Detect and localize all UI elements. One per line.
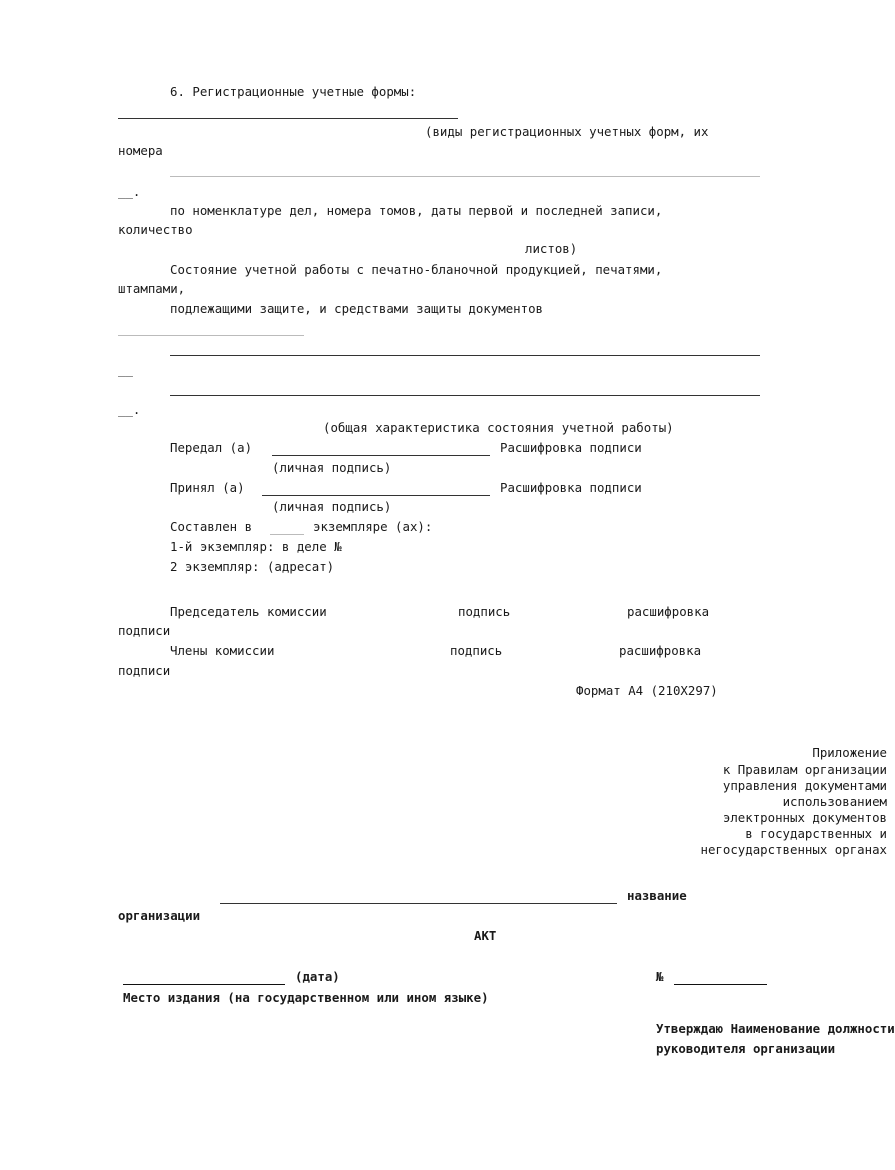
accepted-label: Принял (а) bbox=[170, 480, 245, 495]
annex-line: управления документами bbox=[722, 778, 887, 793]
number-line bbox=[674, 984, 767, 985]
annex-block bbox=[700, 745, 887, 865]
decode-label: расшифровка bbox=[619, 643, 702, 658]
body-text: количество bbox=[118, 222, 193, 237]
hint-text: номера bbox=[118, 143, 163, 158]
underscore-text: __ bbox=[118, 362, 133, 377]
hint-text: (общая характеристика состояния учетной работы) bbox=[323, 420, 674, 435]
blank-line bbox=[170, 176, 760, 177]
hint-text: (личная подпись) bbox=[272, 499, 392, 514]
decode-label: расшифровка bbox=[627, 604, 710, 619]
annex-line: электронных документов bbox=[722, 810, 887, 825]
signature-line bbox=[272, 455, 490, 456]
approve-text: руководителя организации bbox=[656, 1041, 836, 1056]
hint-text: (виды регистрационных учетных форм, их bbox=[425, 124, 709, 139]
date-line bbox=[123, 984, 285, 985]
decode-label: Расшифровка подписи bbox=[500, 440, 642, 455]
copy-label: 2 экземпляр: (адресат) bbox=[170, 559, 335, 574]
approve-text: Утверждаю Наименование должности bbox=[656, 1021, 895, 1036]
body-text: Состояние учетной работы с печатно-бланочной продукцией, печатями, bbox=[170, 262, 663, 277]
blank-line bbox=[118, 118, 458, 119]
passed-label: Передал (а) bbox=[170, 440, 253, 455]
section-heading: 6. Регистрационные учетные формы: bbox=[170, 84, 417, 99]
blank-line bbox=[170, 355, 760, 356]
blank-line bbox=[270, 534, 304, 535]
date-label: (дата) bbox=[295, 969, 340, 984]
decode-label: подписи bbox=[118, 663, 171, 678]
compiled-label: экземпляре (ах): bbox=[313, 519, 433, 534]
signature-line bbox=[262, 495, 490, 496]
org-name-line bbox=[220, 903, 617, 904]
chair-label: Председатель комиссии bbox=[170, 604, 327, 619]
sign-label: подпись bbox=[450, 643, 503, 658]
annex-line: Приложение bbox=[812, 745, 887, 760]
annex-line: в государственных и bbox=[745, 826, 887, 841]
decode-label: подписи bbox=[118, 623, 171, 638]
members-label: Члены комиссии bbox=[170, 643, 275, 658]
sign-label: подпись bbox=[458, 604, 511, 619]
blank-line bbox=[118, 335, 304, 336]
annex-line: негосударственных органах bbox=[700, 842, 887, 857]
copy-label: 1-й экземпляр: в деле № bbox=[170, 539, 342, 554]
underscore-text: __. bbox=[118, 402, 141, 417]
act-title: АКТ bbox=[474, 928, 497, 943]
org-name-label: название bbox=[627, 888, 687, 903]
format-label: Формат А4 (210Х297) bbox=[576, 683, 718, 698]
org-name-label: организации bbox=[118, 908, 201, 923]
underscore-text: __. bbox=[118, 184, 141, 199]
place-label: Место издания (на государственном или ином языке) bbox=[123, 990, 489, 1005]
body-text: штампами, bbox=[118, 281, 186, 296]
blank-line bbox=[170, 395, 760, 396]
annex-line: к Правилам организации bbox=[722, 762, 887, 777]
hint-text: листов) bbox=[525, 241, 578, 256]
decode-label: Расшифровка подписи bbox=[500, 480, 642, 495]
number-label: № bbox=[656, 969, 664, 984]
body-text: по номенклатуре дел, номера томов, даты первой и последней записи, bbox=[170, 203, 663, 218]
hint-text: (личная подпись) bbox=[272, 460, 392, 475]
compiled-label: Составлен в bbox=[170, 519, 253, 534]
body-text: подлежащими защите, и средствами защиты документов bbox=[170, 301, 543, 316]
annex-line: использованием bbox=[782, 794, 887, 809]
